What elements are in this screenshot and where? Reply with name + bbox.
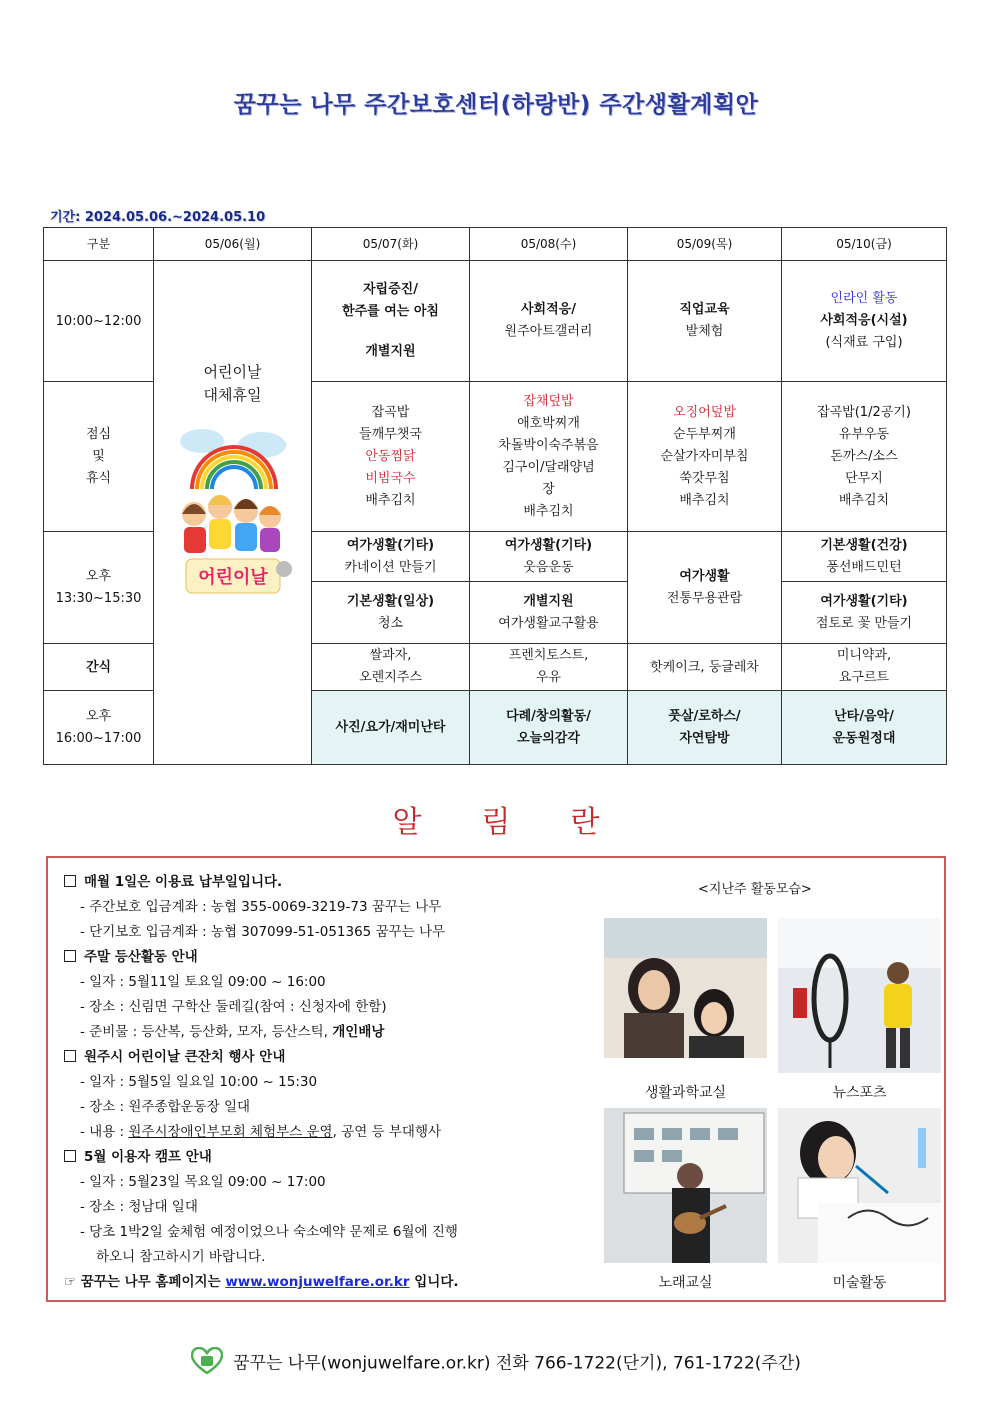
- pm2-wed-2: 오늘의감각: [517, 730, 580, 746]
- pm1-tue-b: [312, 582, 470, 644]
- morning-wed: [470, 261, 628, 382]
- pm1-fri-a: [782, 532, 947, 582]
- morning-thu-line1: 직업교육: [679, 302, 730, 317]
- notice-camp-place: - 장소 : 청남대 일대: [80, 1199, 198, 1215]
- pm1-wed-b-2: 여가생활교구활용: [498, 615, 599, 631]
- pm1-wed-b-1: 개별지원: [523, 593, 574, 609]
- heart-logo-icon: [191, 1347, 223, 1380]
- svg-text:어린이날: 어린이날: [197, 567, 268, 588]
- lunch-wed-1: 잡채덮밥: [523, 393, 574, 409]
- notice-cd-content-pre: - 내용 :: [80, 1124, 129, 1140]
- snack-fri: [782, 644, 947, 691]
- notice-fee-text: 매월 1일은 이용료 납부일입니다.: [84, 874, 283, 890]
- photo-caption-3: 노래교실: [658, 1275, 713, 1291]
- notice-list: [64, 870, 594, 1295]
- time-pm2-2: 16:00~17:00: [55, 730, 142, 746]
- lunch-thu-1: 오징어덮밥: [673, 404, 736, 420]
- lunch-thu-5: 배추김치: [679, 492, 730, 508]
- lunch-tue-5: 배추김치: [365, 492, 416, 508]
- notice-fee: [64, 870, 594, 895]
- time-pm1-2: 13:30~15:30: [55, 590, 142, 606]
- pm1-wed-a: [470, 532, 628, 582]
- snack-tue-1: 쌀과자,: [369, 648, 412, 663]
- notice-hiking: [64, 945, 594, 970]
- snack-tue-2: 오렌지주스: [359, 670, 422, 685]
- time-pm2: [44, 691, 154, 765]
- header-category: 구분: [44, 228, 154, 261]
- lunch-wed: [470, 382, 628, 532]
- snack-wed: [470, 644, 628, 691]
- pm1-tue-b-2: 청소: [377, 615, 404, 631]
- notice-hiking-items: [64, 1020, 594, 1045]
- notice-hiking-place: - 장소 : 신림면 구학산 둘레길(참여 : 신청자에 한함): [80, 999, 387, 1015]
- lunch-thu: [628, 382, 782, 532]
- header-mon: 05/06(월): [154, 228, 312, 261]
- header-tue: 05/07(화): [312, 228, 470, 261]
- snack-fri-1: 미니약과,: [836, 648, 892, 663]
- homepage-link[interactable]: www.wonjuwelfare.or.kr: [225, 1274, 410, 1290]
- monday-holiday-cell: [154, 261, 312, 765]
- notice-homepage-pre: ☞ 꿈꾸는 나무 홈페이지는: [64, 1274, 226, 1290]
- pm1-tue-b-1: 기본생활(일상): [346, 593, 435, 609]
- snack-fri-2: 요구르트: [838, 670, 890, 685]
- photo-caption-2: 뉴스포츠: [832, 1085, 887, 1101]
- morning-tue-line2: 한주를 여는 아침: [342, 304, 439, 319]
- pm1-wed-b: [470, 582, 628, 644]
- snack-wed-2: 우유: [535, 670, 562, 685]
- morning-tue: [312, 261, 470, 382]
- photo-caption-1: 생활과학교실: [644, 1085, 727, 1101]
- lunch-fri-2: 유부우동: [838, 426, 890, 442]
- photo-caption-4: 미술활동: [832, 1275, 887, 1291]
- pm1-thu: [628, 532, 782, 644]
- pm2-tue: 사진/요가/재미난타: [312, 691, 470, 765]
- lunch-fri-5: 배추김치: [838, 492, 890, 508]
- notice-camp-note-cont: 하오니 참고하시기 바랍니다.: [96, 1249, 266, 1265]
- pm1-fri-b: [782, 582, 947, 644]
- notice-homepage-post: 입니다.: [409, 1274, 459, 1290]
- notice-camp-date: - 일자 : 5월23일 목요일 09:00 ~ 17:00: [80, 1174, 326, 1190]
- morning-tue-line3: 개별지원: [365, 344, 416, 359]
- notice-title: 알림란: [392, 805, 660, 840]
- notice-box: [46, 856, 946, 1302]
- table-header-row: [44, 228, 947, 261]
- time-lunch: [44, 382, 154, 532]
- morning-fri-line3: (식재료 구입): [825, 335, 903, 350]
- snack-tue: [312, 644, 470, 691]
- checkbox-icon: [64, 1150, 76, 1162]
- pm2-fri-2: 운동원정대: [832, 730, 896, 746]
- notice-cd-content-ul: 원주시장애인부모회 체험부스 운영: [128, 1124, 333, 1140]
- lunch-wed-3: 차돌박이숙주볶음: [498, 437, 599, 453]
- snack-wed-1: 프렌치토스트,: [508, 648, 589, 663]
- childrens-day-illustration: [172, 419, 294, 609]
- photo-art-class: [778, 1108, 941, 1263]
- lunch-wed-4: 김구이/달래양념: [502, 459, 595, 475]
- notice-hiking-items-text: - 준비물 : 등산복, 등산화, 모자, 등산스틱,: [80, 1024, 333, 1040]
- pm2-wed-1: 다례/창의활동/: [506, 708, 591, 724]
- pm1-thu-2: 전통무용관람: [666, 590, 743, 606]
- lunch-tue-4: 비빔국수: [365, 470, 416, 486]
- lunch-thu-2: 순두부찌개: [673, 426, 736, 442]
- morning-fri-line1: 인라인 활동: [830, 291, 898, 306]
- notice-homepage: [64, 1270, 594, 1295]
- morning-wed-line1: 사회적응/: [521, 302, 576, 317]
- pm1-thu-1: 여가생활: [679, 568, 730, 584]
- lunch-thu-3: 순살가자미부침: [660, 448, 749, 464]
- checkbox-icon: [64, 950, 76, 962]
- notice-hiking-items-bold: 개인배낭: [332, 1024, 385, 1040]
- pm2-fri-1: 난타/음악/: [834, 708, 894, 724]
- notice-fee-account-day: - 주간보호 입금계좌 : 농협 355-0069-3219-73 꿈꾸는 나무: [80, 899, 442, 915]
- pm2-wed: [470, 691, 628, 765]
- time-lunch-2: 및: [92, 448, 105, 464]
- notice-fee-account-short: - 단기보호 입금계좌 : 농협 307099-51-051365 꿈꾸는 나무: [80, 924, 446, 940]
- time-lunch-1: 점심: [85, 426, 112, 442]
- lunch-tue-3: 안동찜닭: [365, 448, 416, 464]
- pm1-tue-a-2: 카네이션 만들기: [344, 559, 437, 575]
- lunch-fri: [782, 382, 947, 532]
- morning-fri-line2: 사회적응(시설): [820, 313, 908, 328]
- header-fri: 05/10(금): [782, 228, 947, 261]
- notice-camp-note: - 당초 1박2일 숲체험 예정이었으나 숙소예약 문제로 6월에 진행: [80, 1224, 458, 1240]
- pm2-thu-1: 풋살/로하스/: [668, 708, 741, 724]
- morning-thu-line2: 발체험: [685, 324, 724, 339]
- pm2-fri: [782, 691, 947, 765]
- lunch-wed-5: 장: [542, 481, 555, 497]
- time-lunch-3: 휴식: [85, 470, 112, 486]
- time-snack: 간식: [44, 644, 154, 691]
- notice-cd-content-post: , 공연 등 부대행사: [332, 1124, 442, 1140]
- notice-hiking-text: 주말 등산활동 안내: [84, 949, 198, 965]
- morning-fri: [782, 261, 947, 382]
- holiday-line-2: 대체휴일: [203, 386, 262, 404]
- lunch-fri-4: 단무지: [845, 470, 883, 486]
- lunch-thu-4: 쑥갓무침: [679, 470, 730, 486]
- checkbox-icon: [64, 875, 76, 887]
- footer: [0, 1347, 992, 1380]
- lunch-tue-2: 들깨무챗국: [359, 426, 422, 442]
- time-pm1: [44, 532, 154, 644]
- pm2-thu-2: 자연탐방: [679, 730, 730, 746]
- lunch-wed-2: 애호박찌개: [517, 415, 580, 431]
- photo-singing-class: [604, 1108, 767, 1263]
- notice-hiking-date: - 일자 : 5월11일 토요일 09:00 ~ 16:00: [80, 974, 326, 990]
- pm1-fri-b-2: 점토로 꽃 만들기: [815, 615, 913, 631]
- header-wed: 05/08(수): [470, 228, 628, 261]
- pm1-wed-a-2: 웃음운동: [523, 559, 574, 575]
- pm1-tue-a-1: 여가생활(기타): [346, 537, 435, 553]
- photo-new-sports: [778, 918, 941, 1073]
- checkbox-icon: [64, 1050, 76, 1062]
- lunch-fri-1: 잡곡밥(1/2공기): [817, 404, 911, 420]
- pm1-fri-b-1: 여가생활(기타): [820, 593, 908, 609]
- notice-camp: [64, 1145, 594, 1170]
- page-title: 꿈꾸는 나무 주간보호센터(하랑반) 주간생활계획안: [233, 92, 759, 118]
- lunch-wed-6: 배추김치: [523, 503, 574, 519]
- table-row-morning: [44, 261, 947, 382]
- notice-cd-date: - 일자 : 5월5일 일요일 10:00 ~ 15:30: [80, 1074, 318, 1090]
- pm1-wed-a-1: 여가생활(기타): [504, 537, 593, 553]
- pm2-thu: [628, 691, 782, 765]
- notice-cd-place: - 장소 : 원주종합운동장 일대: [80, 1099, 251, 1115]
- pm1-fri-a-1: 기본생활(건강): [820, 537, 908, 553]
- header-thu: 05/09(목): [628, 228, 782, 261]
- photo-science-class: [604, 918, 767, 1073]
- snack-thu: 핫케이크, 둥글레차: [628, 644, 782, 691]
- notice-cd-content: [64, 1120, 594, 1145]
- notice-childrens-day: [64, 1045, 594, 1070]
- footer-text: 꿈꾸는 나무(wonjuwelfare.or.kr) 전화 766-1722(단기), 761-1722(주간): [233, 1353, 801, 1374]
- morning-thu: [628, 261, 782, 382]
- morning-tue-line1: 자립증진/: [363, 282, 418, 297]
- time-pm2-1: 오후: [85, 708, 112, 724]
- pm1-fri-a-2: 풍선배드민턴: [826, 559, 902, 575]
- photos-caption: <지난주 활동모습>: [698, 882, 812, 897]
- holiday-line-1: 어린이날: [203, 363, 262, 381]
- notice-childrens-day-text: 원주시 어린이날 큰잔치 행사 안내: [84, 1049, 286, 1065]
- lunch-fri-3: 돈까스/소스: [830, 448, 898, 464]
- pm1-tue-a: [312, 532, 470, 582]
- time-pm1-1: 오후: [85, 568, 112, 584]
- period-label: 기간: 2024.05.06.~2024.05.10: [50, 210, 266, 225]
- notice-camp-text: 5월 이용자 캠프 안내: [84, 1149, 212, 1165]
- lunch-tue-1: 잡곡밥: [371, 404, 410, 420]
- lunch-tue: [312, 382, 470, 532]
- weekly-plan-table: [43, 227, 947, 765]
- morning-wed-line2: 원주아트갤러리: [504, 324, 593, 339]
- time-morning: 10:00~12:00: [44, 261, 154, 382]
